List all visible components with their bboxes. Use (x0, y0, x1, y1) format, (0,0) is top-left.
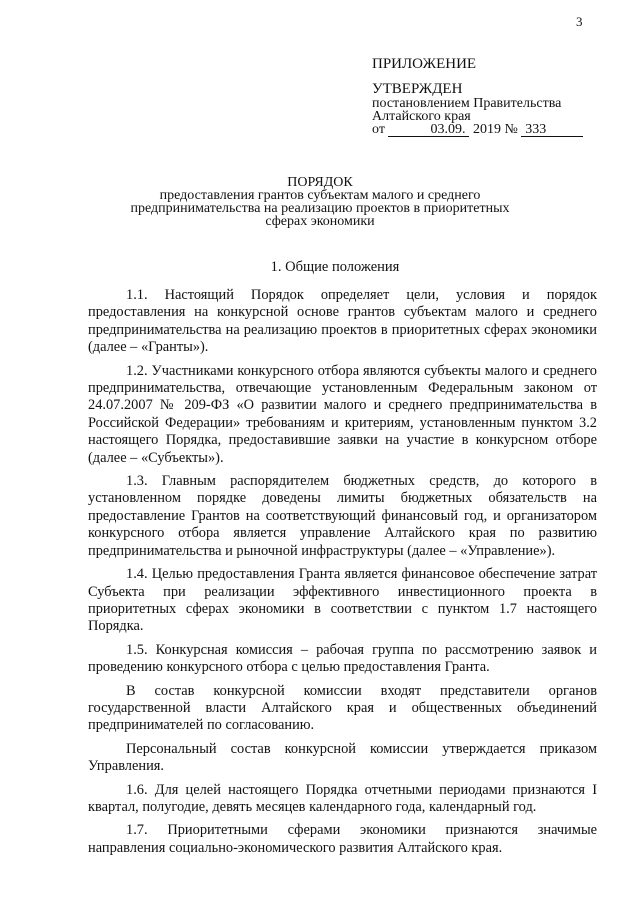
paragraph: 1.4. Целью предоставления Гранта является финансовое обеспечение затрат Субъекта при реализации эффективного инвестиционного проекта в приоритетных сферах экономики в соответствии с пунктом 1.7 настоящего Порядка. (88, 566, 597, 635)
title-subtitle: предоставления грантов субъектам малого и среднего предпринимательства на реализацию проектов в приоритетных сферах экономики (130, 188, 510, 229)
approval-line-2: Алтайского края (372, 109, 471, 124)
paragraph: 1.3. Главным распорядителем бюджетных средств, до которого в установленном порядке доведены лимиты бюджетных обязательств на предоставление Грантов на соответствующий финансовый год, и организатором конкурсного отбора является управление Алтайского края по развитию предпринимательства и рыночной инфраструктуры (далее – «Управление»). (88, 473, 597, 559)
paragraph: В состав конкурсной комиссии входят представители органов государственной власти Алтайского края и общественных объединений предпринимателей по согласованию. (88, 682, 597, 734)
approval-year: 2019 № (472, 122, 518, 137)
paragraph: Персональный состав конкурсной комиссии утверждается приказом Управления. (88, 740, 597, 775)
approved-label: УТВЕРЖДЕН (372, 81, 463, 97)
page-number: 3 (576, 14, 583, 29)
approval-number: 333 (521, 124, 583, 137)
from-label: от (372, 122, 385, 137)
approval-date-row (372, 123, 583, 137)
section-heading-text: 1. Общие положения (270, 259, 400, 275)
approval-block (372, 58, 583, 137)
document-title (120, 176, 520, 228)
paragraph: 1.5. Конкурсная комиссия – рабочая группа по рассмотрению заявок и проведению конкурсного отбора с целью предоставления Гранта. (88, 641, 597, 676)
document-body (88, 287, 597, 863)
approval-date: 03.09. (388, 124, 469, 137)
title-heading: ПОРЯДОК (287, 175, 353, 190)
appendix-label: ПРИЛОЖЕНИЕ (372, 56, 477, 72)
paragraph: 1.2. Участниками конкурсного отбора являются субъекты малого и среднего предпринимательства, отвечающие установленным Федеральным законом от 24.07.2007 № 209-ФЗ «О развитии малого и среднего предпринимательства в Российской Федерации» требованиям и критериям, установленным пунктом 3.2 настоящего Порядка, предоставившие заявки на участие в конкурсном отборе (далее – «Субъекты»). (88, 362, 597, 466)
paragraph: 1.7. Приоритетными сферами экономики признаются значимые направления социально-экономического развития Алтайского края. (88, 822, 597, 856)
paragraph: 1.1. Настоящий Порядок определяет цели, условия и порядок предоставления на конкурсной основе грантов субъектам малого и среднего предпринимательства на реализацию проектов в приоритетных сферах экономики (далее – «Гранты»). (88, 287, 597, 356)
section-heading (0, 259, 640, 276)
approval-line-1: постановлением Правительства (372, 96, 562, 111)
paragraph: 1.6. Для целей настоящего Порядка отчетными периодами признаются I квартал, полугодие, девять месяцев календарного года, календарный год. (88, 781, 597, 815)
